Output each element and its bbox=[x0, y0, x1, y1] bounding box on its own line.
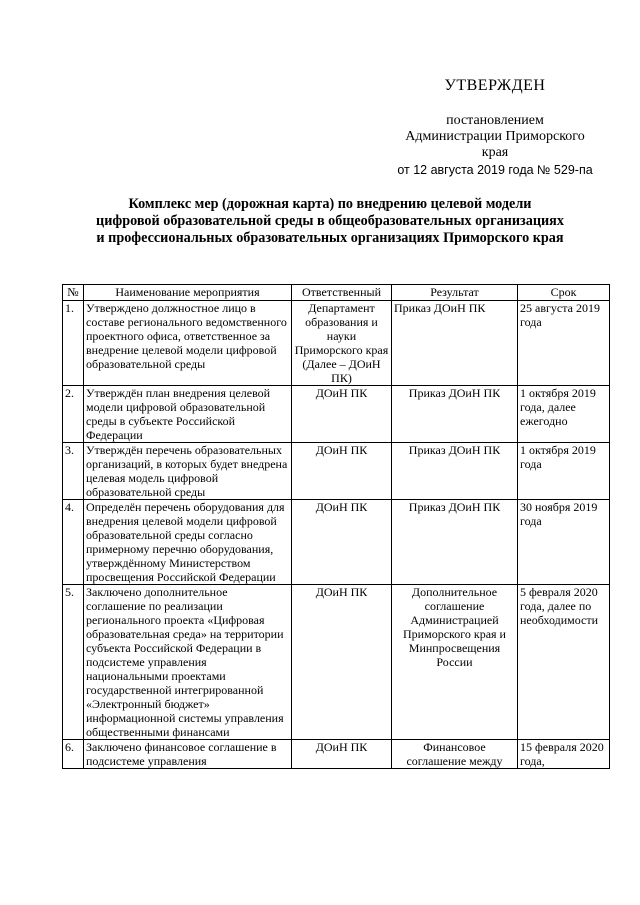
row-number: 4. bbox=[63, 500, 84, 585]
result: Приказ ДОиН ПК bbox=[392, 443, 518, 500]
result: Приказ ДОиН ПК bbox=[392, 301, 518, 386]
approval-line: Администрации Приморского bbox=[405, 129, 585, 144]
responsible: ДОиН ПК bbox=[292, 585, 392, 740]
table-row bbox=[63, 443, 610, 500]
row-number: 5. bbox=[63, 585, 84, 740]
event-name: Утверждён перечень образовательных организаций, в которых будет внедрена целевая модель цифровой образовательной среды bbox=[84, 443, 292, 500]
event-name: Утверждено должностное лицо в составе регионального ведомственного проектного офиса, ответственное за внедрение целевой модели цифровой образовательной среды bbox=[84, 301, 292, 386]
table-row bbox=[63, 740, 610, 769]
event-name: Заключено дополнительное соглашение по реализации регионального проекта «Цифровая образовательная среда» на территории субъекта Российской Федерации в подсистеме управления национальными проектами государственной интегрированной «Электронный бюджет» информационной системы управления общественными финансами bbox=[84, 585, 292, 740]
result: Приказ ДОиН ПК bbox=[392, 500, 518, 585]
responsible: ДОиН ПК bbox=[292, 740, 392, 769]
row-number: 1. bbox=[63, 301, 84, 386]
approval-title: УТВЕРЖДЕН bbox=[444, 77, 546, 94]
table-row bbox=[63, 386, 610, 443]
result: Дополнительное соглашение Администрацией Приморского края и Минпросвещения России bbox=[392, 585, 518, 740]
header-responsible: Ответственный bbox=[292, 285, 392, 301]
responsible: ДОиН ПК bbox=[292, 443, 392, 500]
table-row bbox=[63, 585, 610, 740]
approval-date: от 12 августа 2019 года № 529-па bbox=[397, 163, 593, 177]
result: Финансовое соглашение между bbox=[392, 740, 518, 769]
result: Приказ ДОиН ПК bbox=[392, 386, 518, 443]
document-title: Комплекс мер (дорожная карта) по внедрению целевой модели цифровой образовательной среды в общеобразовательных организациях и профессиональных образовательных организациях Приморского края bbox=[96, 196, 564, 246]
event-name: Определён перечень оборудования для внедрения целевой модели цифровой образовательной среды согласно примерному перечню оборудования, утверждённому Министерством просвещения Российской Федерации bbox=[84, 500, 292, 585]
term: 15 февраля 2020 года, bbox=[518, 740, 610, 769]
event-name: Утверждён план внедрения целевой модели цифровой образовательной среды в субъекте Российской Федерации bbox=[84, 386, 292, 443]
responsible: Департамент образования и науки Приморского края (Далее – ДОиН ПК) bbox=[292, 301, 392, 386]
term: 1 октября 2019 года, далее ежегодно bbox=[518, 386, 610, 443]
table-row bbox=[63, 301, 610, 386]
table-row bbox=[63, 500, 610, 585]
term: 5 февраля 2020 года, далее по необходимости bbox=[518, 585, 610, 740]
row-number: 2. bbox=[63, 386, 84, 443]
approval-line: постановлением bbox=[446, 113, 544, 128]
header-term: Срок bbox=[518, 285, 610, 301]
responsible: ДОиН ПК bbox=[292, 386, 392, 443]
term: 1 октября 2019 года bbox=[518, 443, 610, 500]
header-number: № bbox=[63, 285, 84, 301]
roadmap-table bbox=[62, 284, 610, 769]
term: 25 августа 2019 года bbox=[518, 301, 610, 386]
term: 30 ноября 2019 года bbox=[518, 500, 610, 585]
row-number: 6. bbox=[63, 740, 84, 769]
header-result: Результат bbox=[392, 285, 518, 301]
approval-body bbox=[380, 113, 610, 161]
header-event-name: Наименование мероприятия bbox=[84, 285, 292, 301]
approval-line: края bbox=[481, 145, 509, 160]
event-name: Заключено финансовое соглашение в подсистеме управления bbox=[84, 740, 292, 769]
row-number: 3. bbox=[63, 443, 84, 500]
table-header-row bbox=[63, 285, 610, 301]
responsible: ДОиН ПК bbox=[292, 500, 392, 585]
